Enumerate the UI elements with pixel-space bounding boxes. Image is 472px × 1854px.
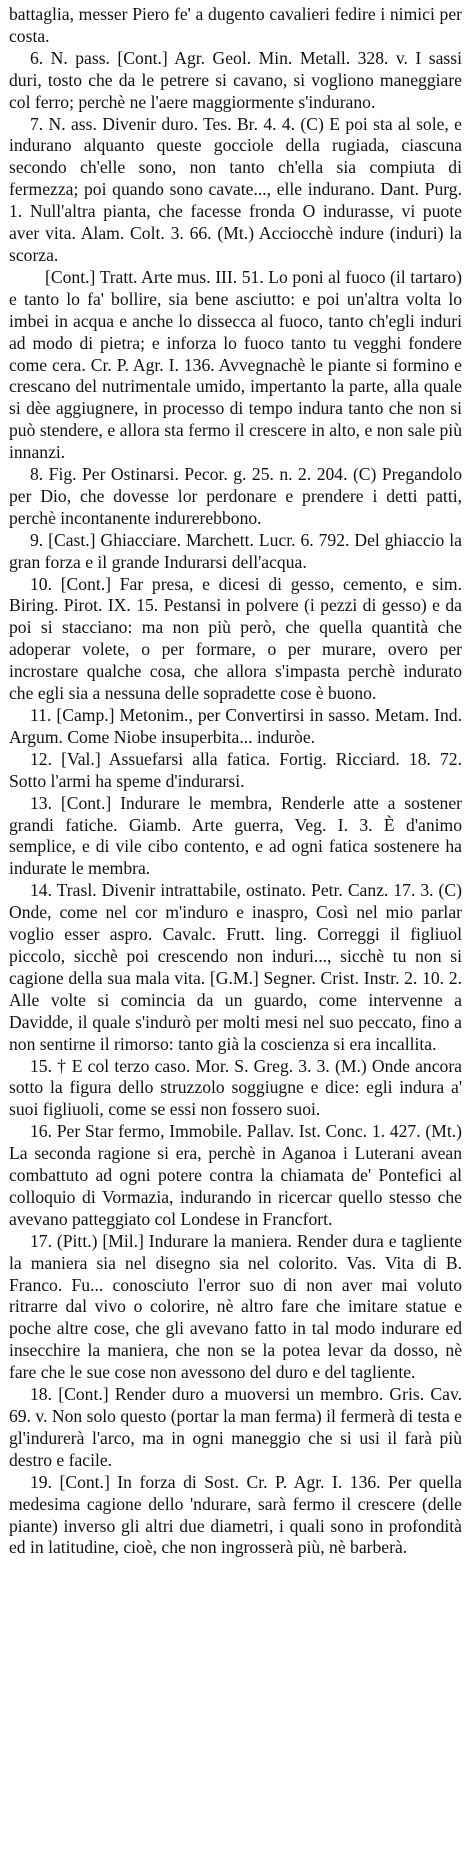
sense-19: 19. [Cont.] In forza di Sost. Cr. P. Agr. I. 136. Per quella medesima cagione dello 'ndurare, sarà fermo il crescere (delle piante) inverso gli altri due diametri, i quali sono in profondità ed in latitudine, cioè, che non ingrosserà più, nè barberà. (9, 1471, 462, 1558)
sense-7: 7. N. ass. Divenir duro. Tes. Br. 4. 4. (C) E poi sta al sole, e indurano alquanto queste gocciole della rugiada, ciascuna secondo ch'elle sono, non tanto ch'ella sia compiuta di fermezza; poi quando sono cavate..., elle indurano. Dant. Purg. 1. Null'altra pianta, che facesse fronda O indurasse, vi puote aver vita. Alam. Colt. 3. 66. (Mt.) Acciocchè indure (induri) la scorza. (9, 113, 462, 265)
sense-12: 12. [Val.] Assuefarsi alla fatica. Fortig. Ricciard. 18. 72. Sotto l'armi ha speme d'indurarsi. (9, 748, 462, 791)
sense-13: 13. [Cont.] Indurare le membra, Renderle atte a sostener grandi fatiche. Giamb. Arte guerra, Veg. I. 3. È d'animo semplice, e di vile cibo contento, e ad ogni fatica sostenere ha indurate le membra. (9, 792, 462, 879)
sense-10: 10. [Cont.] Far presa, e dicesi di gesso, cemento, e sim. Biring. Pirot. IX. 15. Pestansi in polvere (i pezzi di gesso) e da poi si stacciano: ma non più però, che quella quantità che adoperar volete, o per formare, o per murare, overo per incrostare qualche cosa, che allora s'impasta perchè indurato che egli sia a nessuna delle sopradette cose è buono. (9, 573, 462, 704)
sense-16: 16. Per Star fermo, Immobile. Pallav. Ist. Conc. 1. 427. (Mt.) La seconda ragione si era, perchè in Aganoa i Luterani avean combattuto ad ogni potere contra la chiamata de' Pontefici al colloquio di Vormazia, indurando in ricercar quello stesso che avevano patteggiato col Londese in Francfort. (9, 1121, 462, 1229)
entry-paragraph: battaglia, messer Piero fe' a dugento cavalieri fedire i nimici per costa. (9, 4, 462, 46)
sense-8: 8. Fig. Per Ostinarsi. Pecor. g. 25. n. 2. 204. (C) Pregandolo per Dio, che dovesse lor perdonare e prendere i detti patti, perchè incontanente indurerebbono. (9, 464, 462, 528)
sense-6: 6. N. pass. [Cont.] Agr. Geol. Min. Metall. 328. v. I sassi duri, tosto che da le petrere si cavano, si vogliono maneggiare col ferro; perchè ne l'aere maggiormente s'indurano. (9, 47, 462, 112)
sense-18: 18. [Cont.] Render duro a muoversi un membro. Gris. Cav. 69. v. Non solo questo (portar la man ferma) il fermerà di testa e gl'indurerà l'arco, ma in ogni maneggio che si usi il farà più destro e facile. (9, 1384, 462, 1470)
sense-17: 17. (Pitt.) [Mil.] Indurare la maniera. Render dura e tagliente la maniera sia nel disegno sia nel colorito. Vas. Vita di B. Franco. Fu... conosciuto l'error suo di non aver mai voluto ritrarre dal vivo o colorire, nè altro fare che imitare statue e poche altre cose, che gli avevano fatto in tal modo indurare ed insecchire la maniera, che non se la potea levar da dosso, nè fare che le sue cose non avessono del duro e del tagliente. (9, 1230, 462, 1383)
sense-11: 11. [Camp.] Metonim., per Convertirsi in sasso. Metam. Ind. Argum. Come Niobe insuperbita... induròe. (9, 705, 462, 747)
sense-14: 14. Trasl. Divenir intrattabile, ostinato. Petr. Canz. 17. 3. (C) Onde, come nel cor m'induro e inaspro, Così nel mio parlar voglio esser aspro. Cavalc. Frutt. ling. Correggi il figliuol piccolo, sicchè poi crescendo non induri..., sicchè tu non si cagione della sua mala vita. [G.M.] Segner. Crist. Instr. 2. 10. 2. Alle volte si comincia da un guardo, come intervenne a Davidde, il quale s'indurò per molti mesi nel suo peccato, fino a non sentirne il rimorso: tanto già la coscienza si era incallita. (9, 880, 462, 1054)
sense-15: 15. † E col terzo caso. Mor. S. Greg. 3. 3. (M.) Onde ancora sotto la figura dello struzzolo soggiugne e dice: egli indura a' suoi figliuoli, come se essi non fossero suoi. (9, 1055, 462, 1120)
sense-9: 9. [Cast.] Ghiacciare. Marchett. Lucr. 6. 792. Del ghiaccio la gran forza e il grande Indurarsi dell'acqua. (9, 529, 462, 572)
sense-7-continued: [Cont.] Tratt. Arte mus. III. 51. Lo poni al fuoco (il tartaro) e tanto lo fa' bollire, sia bene asciutto: e poi un'altra volta lo imbei in acqua e anche lo dissecca al fuoco, tanto ch'egli induri ad modo di pietra; e inforza lo fuoco tanto tu vegghi fondere come cera. Cr. P. Agr. I. 136. Avvegnachè le piante si formino e crescano del nutrimentale umido, impertanto la parte, alla quale si dèe aggiugnere, in processo di tempo indura tanto che non si può stendere, e allora sta fermo il crescere in alto, e non sale più innanzi. (9, 266, 462, 463)
